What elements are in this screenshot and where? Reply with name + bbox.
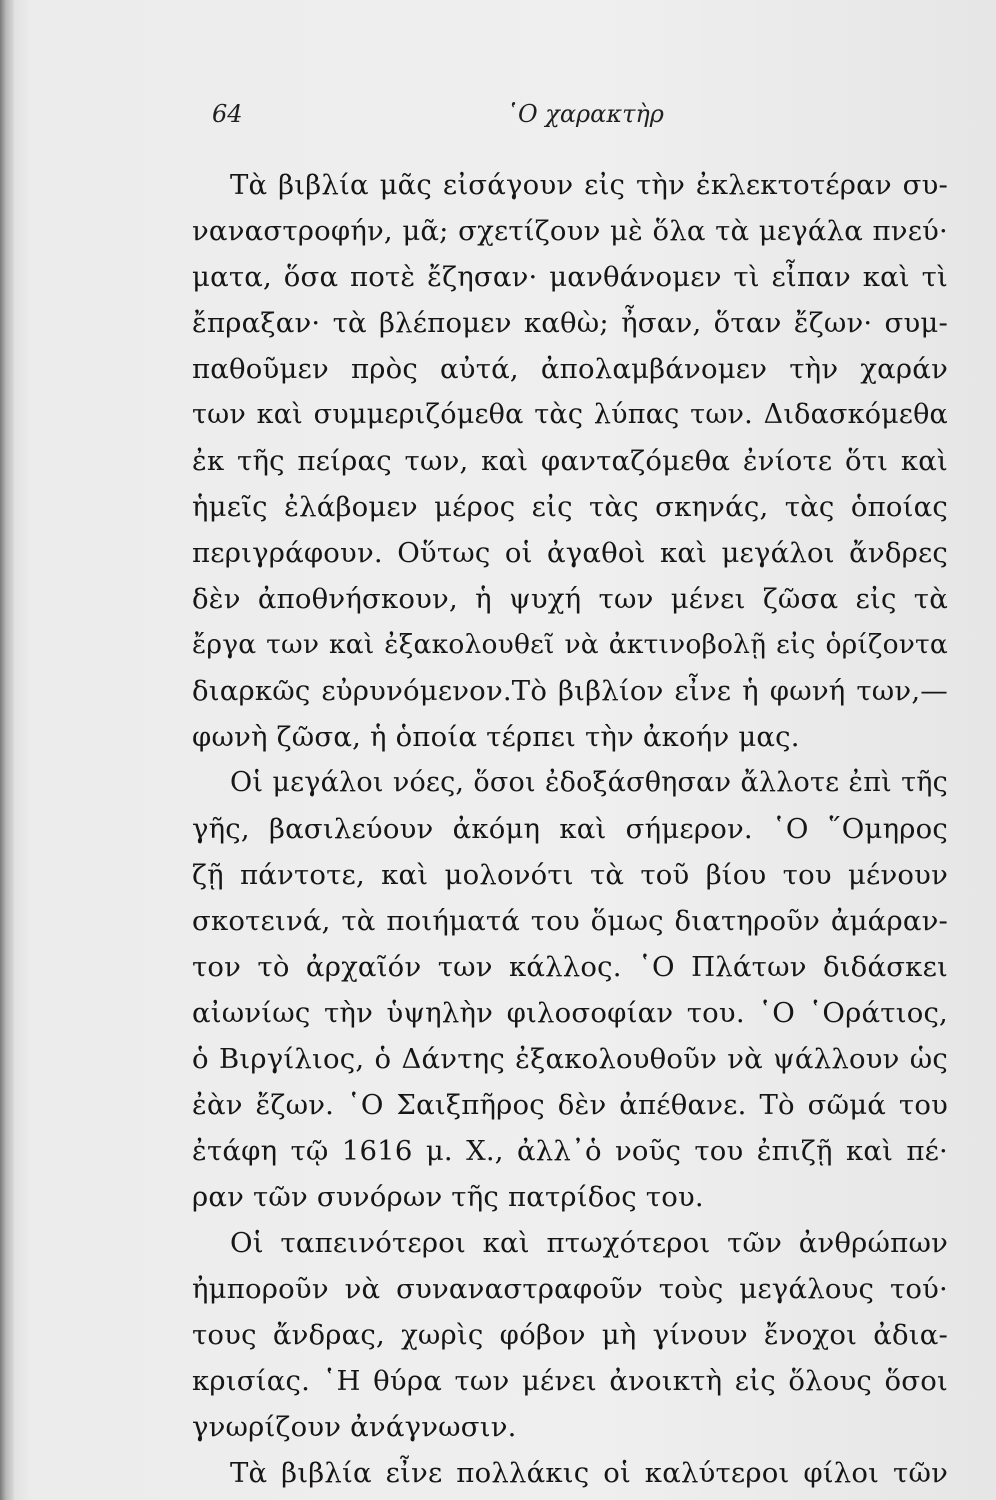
text-line: ἐκ τῆς πείρας των, καὶ φανταζόμεθα ἐνίοτε ὅτι καὶ [192,445,948,477]
text-line: φωνὴ ζῶσα, ἡ ὁποία τέρπει τὴν ἀκοήν μας. [192,721,800,753]
text-line: Οἱ μεγάλοι νόες, ὅσοι ἐδοξάσθησαν ἄλλοτε ἐπὶ τῆς [230,767,948,798]
text-line: ἡμεῖς ἐλάβομεν μέρος εἰς τὰς σκηνάς, τὰς ὁποίας [192,491,948,523]
text-line: παθοῦμεν πρὸς αὐτά, ἀπολαμβάνομεν τὴν χαράν [192,353,948,385]
text-line: ζῇ πάντοτε, καὶ μολονότι τὰ τοῦ βίου του μένουν [192,859,948,891]
text-line: γῆς, βασιλεύουν ἀκόμη καὶ σήμερον. ῾Ο ῞Ομηρος [192,813,948,845]
text-line: σκοτεινά, τὰ ποιήματά του ὅμως διατηροῦν ἀμάραν- [192,905,948,937]
text-line: διαρκῶς εὐρυνόμενον.Τὸ βιβλίον εἶνε ἡ φωνή των,— [192,675,948,707]
text-line: περιγράφουν. Οὕτως οἱ ἀγαθοὶ καὶ μεγάλοι ἄνδρες [192,537,948,569]
page-header [212,100,852,136]
book-spine-edge [0,0,14,1500]
paragraph-1 [192,162,948,760]
text-line: τους ἄνδρας, χωρὶς φόβον μὴ γίνουν ἔνοχοι ἀδια- [192,1319,948,1351]
text-line: αἰωνίως τὴν ὑψηλὴν φιλοσοφίαν του. ῾Ο ῾Οράτιος, [192,997,948,1029]
text-line: ἐὰν ἔζων. ῾Ο Σαιξπῆρος δὲν ἀπέθανε. Τὸ σῶμά του [192,1089,948,1121]
text-line: ἔπραξαν· τὰ βλέπομεν καθὼ; ἦσαν, ὅταν ἔζων· συμ- [192,307,948,339]
text-line: των καὶ συμμεριζόμεθα τὰς λύπας των. Διδασκόμεθα [192,399,948,430]
paragraph-2 [192,760,948,1220]
text-line: δὲν ἀποθνήσκουν, ἡ ψυχή των μένει ζῶσα εἰς τὰ [192,583,948,615]
text-line: ἔργα των καὶ ἐξακολουθεῖ νὰ ἀκτινοβολῇ εἰς ὁρίζοντα [192,629,948,660]
text-line: γνωρίζουν ἀνάγνωσιν. [192,1411,517,1443]
text-line: ραν τῶν συνόρων τῆς πατρίδος του. [192,1181,704,1213]
paragraph-4 [192,1450,948,1496]
text-line: κρισίας. ῾Η θύρα των μένει ἀνοικτὴ εἰς ὅλους ὅσοι [192,1365,948,1397]
text-line: Τὰ βιβλία εἶνε πολλάκις οἱ καλύτεροι φίλοι τῶν [230,1457,948,1489]
text-line: Τὰ βιβλία μᾶς εἰσάγουν εἰς τὴν ἐκλεκτοτέραν συ- [230,169,948,201]
page-number: 64 [212,100,243,128]
text-line: τον τὸ ἀρχαῖόν των κάλλος. ῾Ο Πλάτων διδάσκει [192,951,948,983]
text-line: ἐτάφη τῷ 1616 μ. Χ., ἀλλ᾿ὁ νοῦς του ἐπιζῇ καὶ πέ· [192,1135,948,1167]
text-line: ματα, ὅσα ποτὲ ἔζησαν· μανθάνομεν τὶ εἶπαν καὶ τὶ [192,261,948,293]
text-line: ναναστροφήν, μᾶ; σχετίζουν μὲ ὅλα τὰ μεγάλα πνεύ· [192,215,948,247]
body-text [192,162,948,1496]
text-line: ὁ Βιργίλιος, ὁ Δάντης ἐξακολουθοῦν νὰ ψάλλουν ὡς [192,1043,948,1075]
running-title: ῾Ο χαρακτὴρ [506,100,664,128]
paragraph-3 [192,1220,948,1450]
text-line: ἠμποροῦν νὰ συναναστραφοῦν τοὺς μεγάλους τού· [192,1273,948,1305]
text-line: Οἱ ταπεινότεροι καὶ πτωχότεροι τῶν ἀνθρώπων [230,1227,948,1259]
